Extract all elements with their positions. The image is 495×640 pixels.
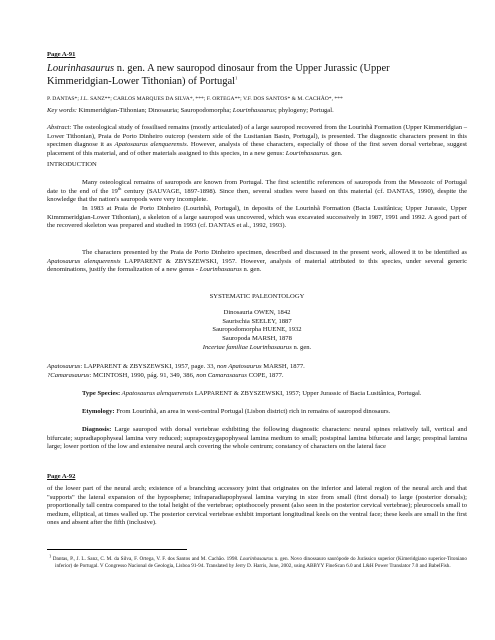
syn2-non: non Camarasaurus bbox=[196, 372, 247, 379]
etymology-text: From Lourinhã, an area in west-central Portugal (Lisbon district) rich in remains of sauropod dinosaurs. bbox=[114, 408, 391, 415]
intro-p3-genus: Lourinhasaurus bbox=[199, 266, 242, 274]
footnote-rule bbox=[47, 549, 187, 550]
intro-paragraph-3 bbox=[47, 249, 467, 275]
abstract-text-3: . gen. bbox=[327, 149, 343, 157]
authors: P. DANTAS*; J.L. SANZ**; CARLOS MARQUES DA SILVA*, ***; F. ORTEGA**; V.F. DOS SANTOS* & M. CACHÃO*, *** bbox=[47, 96, 343, 102]
syn2-text-2: COPE, 1877. bbox=[246, 372, 284, 379]
syn2-genus: ?Camarasaurus bbox=[47, 372, 90, 379]
etymology-label: Etymology: bbox=[82, 408, 115, 415]
syn1-genus: Apatosaurus bbox=[47, 363, 81, 370]
taxon-rest: n. gen. bbox=[291, 343, 312, 351]
etymology bbox=[47, 408, 467, 417]
taxon-dinosauria: Dinosauria OWEN, 1842 bbox=[223, 309, 291, 316]
type-species bbox=[47, 390, 467, 399]
syn1-text: : LAPPARENT & ZBYSZEWSKI, 1957, page. 33, bbox=[80, 363, 217, 370]
title-part-2: Kimmeridgian-Lower Tithonian) of Portugal bbox=[47, 75, 236, 87]
intro-p3-text-2: LAPPARENT & ZBYSZEWSKI, 1957. However, analysis of material attributed to this species, under several generic denominations, justify the formalization of a new genus - bbox=[47, 257, 467, 274]
title-part-1: n. gen. A new sauropod dinosaur from the Upper Jurassic (Upper bbox=[114, 63, 390, 74]
abstract-genus: Lourinhasaurus bbox=[285, 149, 328, 157]
taxonomy-list bbox=[47, 309, 467, 353]
synonymy-1 bbox=[47, 363, 467, 372]
keywords-label: Key words: bbox=[47, 107, 77, 114]
page-number-a91: Page A-91 bbox=[47, 51, 76, 58]
syn2-text: : MCINTOSH, 1990, pág. 91, 349, 386, bbox=[89, 372, 197, 379]
intro-p1-sup: th bbox=[117, 185, 122, 191]
keywords-text: Kimmeridgian-Tithonian; Dinosauria; Sauropodomorpha; bbox=[76, 107, 233, 114]
abstract bbox=[47, 124, 467, 158]
footnote-text-2: n. gen. Novo dinossauro saurópode do Jurássico superior (Kimeridgiano superior-Titoniano inferior) de Portugal. V Congresso Nacional de Geologia, Lisboa 91-94. Translated by Jerry D. Harris, June, 2002, using ABBYY FineScan 6.0 and L&H Power Translator 7.0 and BabelFish. bbox=[55, 556, 467, 569]
keywords-genus: Lourinhasaurus bbox=[232, 107, 275, 114]
title-genus: Lourinhasaurus bbox=[47, 63, 115, 74]
paper-title bbox=[47, 63, 467, 88]
type-species-text: LAPPARENT & ZBYSZEWSKI, 1957; Upper Jurassic of Bacia Lusitânica, Portugal. bbox=[193, 390, 422, 397]
intro-p3-species: Apatosaurus alenquerensis bbox=[47, 257, 121, 265]
intro-paragraph-1 bbox=[47, 179, 467, 205]
systematic-heading: SYSTEMATIC PALEONTOLOGY bbox=[209, 293, 305, 300]
synonymy-2 bbox=[47, 372, 467, 381]
taxon-sauropoda: Sauropoda MARSH, 1878 bbox=[222, 335, 292, 343]
intro-paragraph-2: In 1983 at Praia de Porto Dinheiro (Lourinhã, Portugal), in deposits of the Lourinhã Formation (Bacia Lusitânica; Upper Jurassic, Upper Kimmmeridgian-Lower Tithonian), a skeleton of a large sauropod was uncovered, which was excavated successively in 1987, 1991 and 1992. A good part of the recovered skeleton was prepared and studied in 1993 (cf. DANTAS et al., 1992, 1993). bbox=[47, 205, 467, 230]
abstract-species: Apatosaurus alenquerensis bbox=[114, 141, 187, 149]
syn1-text-2: MARSH, 1877. bbox=[261, 363, 305, 370]
abstract-text-2: . However, analysis of these characters, especially of those of the first seven dorsal vertebrae, suggest placement of this material, and of other materials assigned to this species, in a new genus: bbox=[47, 141, 467, 157]
syn1-non: non Apatosaurus bbox=[216, 363, 262, 370]
taxon-incertae: Incertae familiae bbox=[202, 343, 248, 351]
abstract-text-1: The osteological study of fossilised remains (mostly articulated) of a large sauropod recovered from the Lourinhã Formation (Upper Kimmeridgian – Lower Tithonian), Praia de Porto Dinheiro outcrop (western side of the Lusitanian Basin, Portugal), is presented. The diagnostic characters present in this specimen diagnose it as bbox=[47, 124, 467, 149]
introduction-heading: INTRODUCTION bbox=[47, 161, 97, 168]
keywords bbox=[47, 107, 467, 116]
type-species-name: Apatosaurus alenquerensis bbox=[120, 390, 194, 397]
diagnosis-label: Diagnosis: bbox=[82, 426, 112, 433]
intro-p1-text: Many osteological remains of sauropods are known from Portugal. The first scientific references of sauropods from the Mesozoic of Portugal date to the end of the 19 bbox=[47, 179, 467, 195]
intro-p3-text: The characters presented by the Praia de Porto Dinheiro specimen, described and discussed in the present work, allowed it to be identified as bbox=[82, 249, 467, 256]
title-footnote-mark: 1 bbox=[235, 75, 238, 80]
diagnosis bbox=[47, 426, 467, 452]
footnote-mark: 1 bbox=[49, 553, 52, 559]
taxon-saurischia: Saurischia SEELEY, 1887 bbox=[222, 317, 292, 325]
diagnosis-text: Large sauropod with dorsal vertebrae exhibiting the following diagnostic characters: neural spines relatively tall, vertical and bifurcate; supradiapophyseal lamina very reduced; suprapostzygapophyseal lamina medium to small; postspinal lamina bifurcate and large; prespinal lamina large; lower portion of the low and extensive neural arch covering the whole centrum; constancy of characters on the lateral face bbox=[47, 426, 467, 451]
abstract-label: Abstract: bbox=[47, 124, 72, 131]
footnote bbox=[47, 553, 467, 569]
footnote-genus: Lourinhasaurus bbox=[239, 556, 274, 562]
intro-p1-text-2: century (SAUVAGE, 1897-1898). Since then, several studies were based on this material (cf. DANTAS, 1990), despite the knowledge that the nation's sauropods were very incomplete. bbox=[47, 187, 467, 204]
keywords-end: ; phylogeny; Portugal. bbox=[274, 107, 334, 114]
intro-p3-text-3: n. gen. bbox=[241, 266, 262, 274]
diagnosis-continued: of the lower part of the neural arch; existence of a branching accessory joint that originates on the inferior and lateral region of the neural arch and that "supports" the lateral expansion of the hyposphene; infraparadiapophyseal lamina varying in size from small (first dorsal) to large (posterior dorsals); proportionally tall centra compared to the total height of the vertebrae; opisthocoely present (also seen in the posterior cervical vertebrae); pleurocoels small to medium, elliptical, at times walled up. The posterior cervical vertebrae exhibit important longitudinal keels on the ventral face; these keels are small in the first ones and absent after the fifth (inclusive). bbox=[47, 485, 467, 527]
footnote-text: Dantas, P., J. L. Sanz, C. M. da Silva, F. Ortega, V. F. dos Santos and M. Cachão. 1998. bbox=[51, 556, 240, 562]
taxon-genus: Lourinhasaurus bbox=[248, 343, 292, 351]
type-species-label: Type Species: bbox=[82, 390, 121, 397]
taxon-lourinhasaurus bbox=[47, 344, 467, 353]
taxon-sauropodomorpha: Sauropodomorpha HUENE, 1932 bbox=[212, 326, 302, 334]
page-number-a92: Page A-92 bbox=[47, 473, 76, 480]
